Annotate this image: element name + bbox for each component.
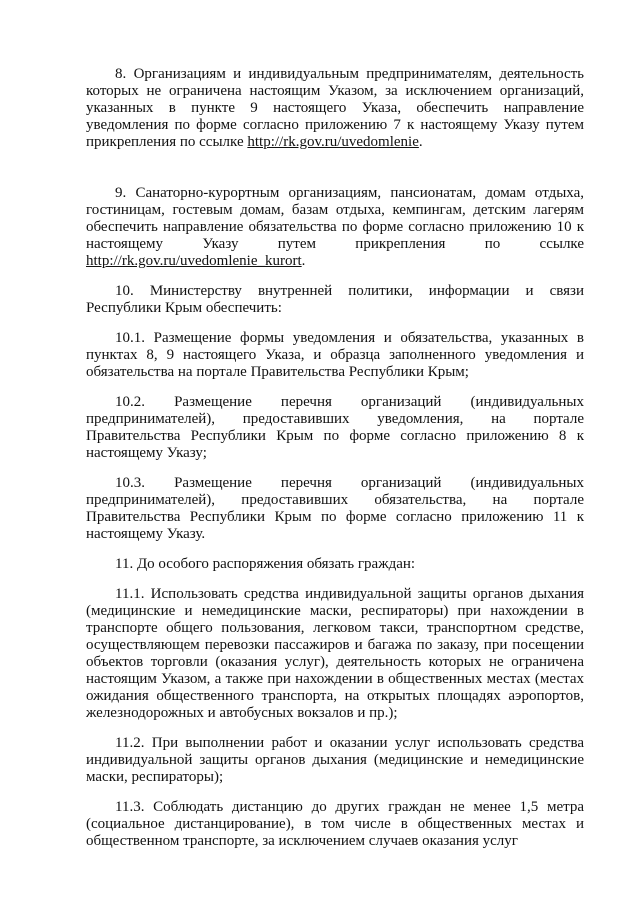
paragraph-10 <box>86 283 584 317</box>
paragraph-11-1 <box>86 586 584 722</box>
paragraph-text: Соблюдать дистанцию до других граждан не менее 1,5 метра (социальное дистанцирование), в том числе в общественных местах и общественном транспорте, за исключением случаев оказания услуг <box>86 799 585 849</box>
paragraph-11 <box>86 556 584 573</box>
uvedomlenie-kurort-link[interactable]: http://rk.gov.ru/uvedomlenie_kurort <box>86 253 302 269</box>
paragraph-8 <box>86 66 584 151</box>
paragraph-number: 11. <box>115 556 134 572</box>
uvedomlenie-link[interactable]: http://rk.gov.ru/uvedomlenie <box>247 134 419 150</box>
paragraph-9 <box>86 185 584 270</box>
paragraph-10-1 <box>86 330 584 381</box>
paragraph-11-3 <box>86 799 584 850</box>
paragraph-number: 9. <box>115 185 127 201</box>
paragraph-number: 10. <box>115 283 134 299</box>
paragraph-text: Организациям и индивидуальным предпринимателям, деятельность которых не ограничена настоящим Указом, за исключением организаций, указанных в пункте 9 настоящего Указа, обеспечить направление уведомления по форме согласно приложению 7 к настоящему Указу путем прикрепления по ссылке <box>86 66 585 150</box>
paragraph-text: Министерству внутренней политики, информации и связи Республики Крым обеспечить: <box>86 283 585 316</box>
paragraph-text: Санаторно-курортным организациям, пансионатам, домам отдыха, гостиницам, гостевым домам, базам отдыха, кемпингам, детским лагерям обеспечить направление обязательства по форме согласно приложению 10 к настоящему Указу путем прикрепления по ссылке <box>86 185 584 252</box>
paragraph-text: Размещение перечня организаций (индивидуальных предпринимателей), предоставивших уведомления, на портале Правительства Республики Крым по форме согласно приложению 8 к настоящему Указу; <box>86 394 585 461</box>
paragraph-number: 11.2. <box>115 735 145 751</box>
paragraph-text: Использовать средства индивидуальной защиты органов дыхания (медицинские и немедицинские маски, респираторы) при нахождении в транспорте общего пользования, легковом такси, транспортном средстве, осуществляющем перевозки пассажиров и багажа по заказу, при посещении объектов торговли (оказания услуг), деятельность которых не ограничена настоящим Указом, а также при нахождении в общественных местах (местах ожидания общественного транспорта, на открытых площадях аэропортов, железнодорожных и автобусных вокзалов и пр.); <box>86 586 585 721</box>
paragraph-text: При выполнении работ и оказании услуг использовать средства индивидуальной защиты органов дыхания (медицинские и немедицинские маски, респираторы); <box>86 735 584 785</box>
paragraph-number: 10.1. <box>115 330 145 346</box>
paragraph-number: 10.3. <box>115 475 145 491</box>
paragraph-number: 10.2. <box>115 394 145 410</box>
paragraph-10-2 <box>86 394 584 462</box>
paragraph-tail: . <box>301 253 306 269</box>
paragraph-tail: . <box>418 134 423 150</box>
paragraph-number: 11.3. <box>115 799 145 815</box>
paragraph-number: 8. <box>115 66 127 82</box>
paragraph-11-2 <box>86 735 584 786</box>
paragraph-text: Размещение перечня организаций (индивидуальных предпринимателей), предоставивших обязательства, на портале Правительства Республики Крым по форме согласно приложению 11 к настоящему Указу. <box>86 475 585 542</box>
paragraph-text: До особого распоряжения обязать граждан: <box>136 556 416 572</box>
paragraph-number: 11.1. <box>115 586 145 602</box>
paragraph-10-3 <box>86 475 584 543</box>
paragraph-text: Размещение формы уведомления и обязательства, указанных в пунктах 8, 9 настоящего Указа, и образца заполненного уведомления и обязательства на портале Правительства Республики Крым; <box>86 330 584 380</box>
